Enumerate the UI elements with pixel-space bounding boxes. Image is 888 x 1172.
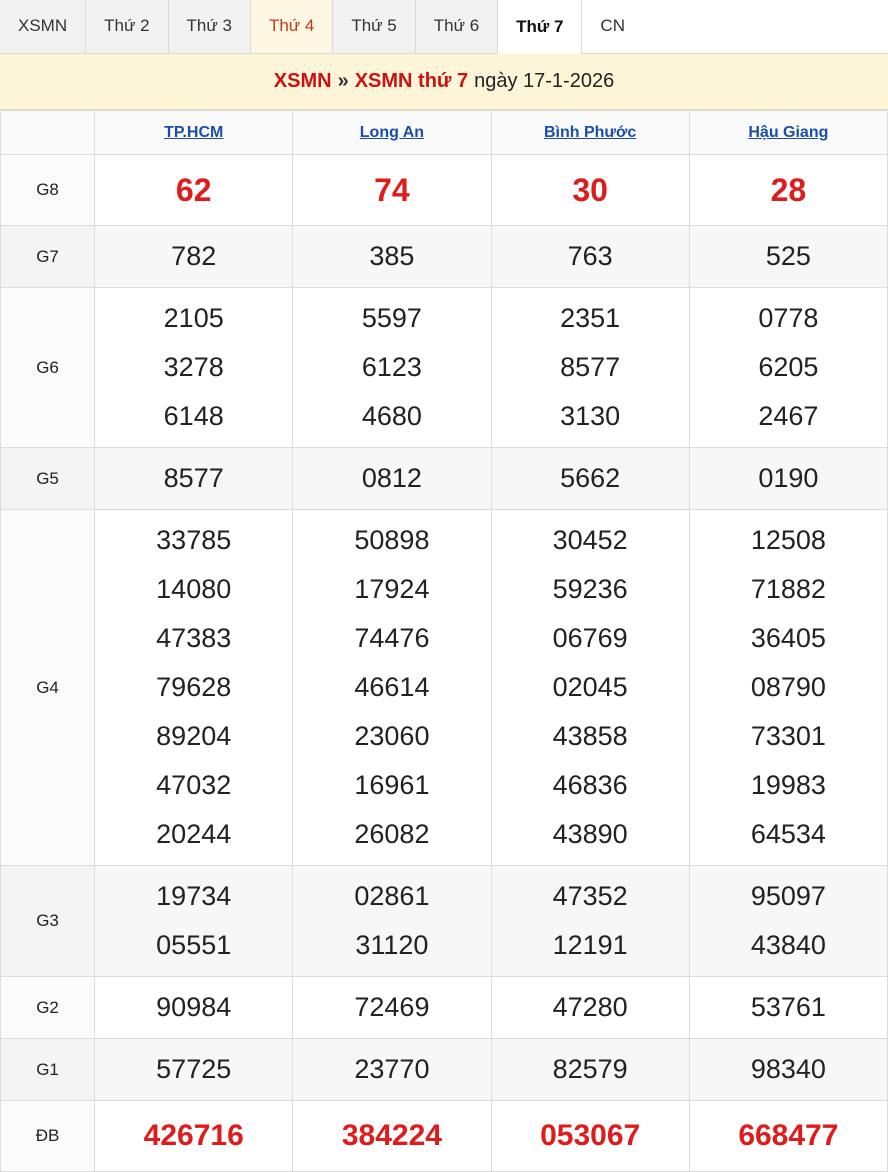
- prize-cell-db-binh-phuoc: [491, 1101, 689, 1172]
- number: 23060: [354, 721, 430, 751]
- number: 16961: [354, 770, 430, 800]
- number: 426716: [143, 1119, 244, 1152]
- tab-thu-4[interactable]: [251, 0, 333, 53]
- number: 53761: [750, 992, 826, 1022]
- prize-cell-g2-long-an: [293, 977, 491, 1039]
- number: 57725: [156, 1054, 232, 1084]
- number: 782: [171, 241, 217, 271]
- tab-label: Thứ 7: [516, 16, 564, 36]
- number: 6123: [361, 352, 422, 382]
- number: 384224: [341, 1119, 442, 1152]
- number: 31120: [355, 930, 429, 960]
- prize-cell-g2-hau-giang: [689, 977, 887, 1039]
- weekday-tab-bar: [0, 0, 888, 54]
- number: 385: [369, 241, 415, 271]
- number: 12191: [552, 930, 628, 960]
- breadcrumb-link-xsmn-thu-7[interactable]: XSMN thứ 7: [354, 70, 469, 92]
- tab-thu-6[interactable]: [416, 0, 498, 53]
- prize-label-g2: G2: [1, 977, 95, 1039]
- prize-label-g5: G5: [1, 448, 95, 510]
- number: 74476: [354, 623, 430, 653]
- tab-label: Thứ 3: [186, 16, 232, 35]
- prize-cell-g4-hau-giang: [689, 510, 887, 866]
- prize-cell-g5-binh-phuoc: [491, 448, 689, 510]
- tab-label: Thứ 4: [268, 16, 315, 35]
- province-link-tphcm[interactable]: TP.HCM: [164, 123, 224, 141]
- number: 43858: [552, 721, 628, 751]
- number: 0812: [361, 463, 422, 493]
- number: 95097: [750, 881, 826, 911]
- number: 2105: [163, 303, 224, 333]
- prize-cell-g1-binh-phuoc: [491, 1039, 689, 1101]
- number: 72469: [354, 992, 430, 1022]
- number: 28: [770, 172, 807, 208]
- prize-cell-g6-tphcm: [95, 288, 293, 448]
- breadcrumb-link-xsmn[interactable]: XSMN: [273, 70, 332, 92]
- tab-label: Thứ 6: [433, 16, 480, 35]
- prize-cell-g4-long-an: [293, 510, 491, 866]
- number: 8577: [163, 463, 224, 493]
- tab-label: CN: [600, 16, 625, 35]
- prize-label-g3: G3: [1, 866, 95, 977]
- table-row: [1, 1039, 888, 1101]
- number: 2351: [560, 303, 621, 333]
- prize-cell-g3-long-an: [293, 866, 491, 977]
- number: 525: [765, 241, 811, 271]
- number: 0778: [758, 303, 819, 333]
- number: 17924: [354, 574, 430, 604]
- prize-cell-db-long-an: [293, 1101, 491, 1172]
- tab-thu-5[interactable]: [333, 0, 415, 53]
- number: 23770: [354, 1054, 430, 1084]
- prize-label-g8: G8: [1, 155, 95, 226]
- results-table: [0, 110, 888, 1172]
- table-row: [1, 510, 888, 866]
- prize-cell-g2-binh-phuoc: [491, 977, 689, 1039]
- table-row: [1, 866, 888, 977]
- number: 5662: [560, 463, 621, 493]
- number: 98340: [750, 1054, 826, 1084]
- number: 763: [567, 241, 613, 271]
- number: 82579: [552, 1054, 628, 1084]
- table-header-row: [1, 111, 888, 155]
- number: 668477: [738, 1119, 839, 1152]
- tab-cn[interactable]: [582, 0, 643, 53]
- number: 43890: [552, 819, 628, 849]
- number: 33785: [156, 525, 232, 555]
- table-row: [1, 1101, 888, 1172]
- number: 47280: [552, 992, 628, 1022]
- number: 2467: [758, 401, 819, 431]
- number: 053067: [540, 1119, 641, 1152]
- prize-cell-g5-long-an: [293, 448, 491, 510]
- number: 14080: [156, 574, 232, 604]
- title-date: ngày 17-1-2026: [474, 70, 615, 92]
- header-province-2: [491, 111, 689, 155]
- breadcrumb-separator: »: [337, 70, 349, 92]
- province-link-long-an[interactable]: Long An: [359, 123, 425, 141]
- number: 4680: [361, 401, 422, 431]
- number: 47032: [156, 770, 232, 800]
- number: 47352: [552, 881, 628, 911]
- tab-label: Thứ 2: [104, 16, 150, 35]
- number: 43840: [750, 930, 826, 960]
- tab-label: XSMN: [18, 16, 68, 35]
- page-title: [0, 54, 888, 110]
- prize-label-g6: G6: [1, 288, 95, 448]
- prize-label-g1: G1: [1, 1039, 95, 1101]
- number: 26082: [354, 819, 430, 849]
- number: 79628: [156, 672, 232, 702]
- number: 46836: [552, 770, 628, 800]
- number: 08790: [750, 672, 826, 702]
- prize-cell-g4-tphcm: [95, 510, 293, 866]
- tab-xsmn[interactable]: [0, 0, 86, 53]
- number: 5597: [361, 303, 422, 333]
- prize-label-g7: G7: [1, 226, 95, 288]
- number: 8577: [560, 352, 621, 382]
- table-row: [1, 977, 888, 1039]
- prize-cell-g3-binh-phuoc: [491, 866, 689, 977]
- number: 20244: [156, 819, 232, 849]
- number: 74: [374, 172, 410, 208]
- tab-thu-3[interactable]: [169, 0, 251, 53]
- prize-cell-g7-long-an: [293, 226, 491, 288]
- table-row: [1, 226, 888, 288]
- number: 19983: [750, 770, 826, 800]
- number: 6148: [163, 401, 224, 431]
- prize-label-g4: G4: [1, 510, 95, 866]
- prize-cell-g5-hau-giang: [689, 448, 887, 510]
- tab-thu-7[interactable]: [498, 0, 582, 54]
- prize-cell-g4-binh-phuoc: [491, 510, 689, 866]
- number: 30452: [552, 525, 628, 555]
- prize-cell-g5-tphcm: [95, 448, 293, 510]
- number: 59236: [552, 574, 628, 604]
- header-blank: [1, 111, 95, 155]
- number: 50898: [354, 525, 430, 555]
- number: 46614: [354, 672, 430, 702]
- province-link-binh-phuoc[interactable]: Bình Phước: [543, 123, 637, 141]
- number: 05551: [156, 930, 232, 960]
- tab-label: Thứ 5: [351, 16, 397, 35]
- prize-cell-g6-long-an: [293, 288, 491, 448]
- prize-cell-db-tphcm: [95, 1101, 293, 1172]
- number: 30: [572, 172, 608, 208]
- number: 0190: [758, 463, 819, 493]
- table-row: [1, 288, 888, 448]
- prize-cell-g7-tphcm: [95, 226, 293, 288]
- number: 64534: [750, 819, 826, 849]
- prize-cell-g6-binh-phuoc: [491, 288, 689, 448]
- table-row: [1, 448, 888, 510]
- prize-cell-g8-hau-giang: [689, 155, 887, 226]
- number: 3278: [163, 352, 224, 382]
- prize-cell-g3-hau-giang: [689, 866, 887, 977]
- number: 47383: [156, 623, 232, 653]
- prize-cell-g3-tphcm: [95, 866, 293, 977]
- number: 19734: [156, 881, 232, 911]
- prize-cell-g8-binh-phuoc: [491, 155, 689, 226]
- number: 6205: [758, 352, 819, 382]
- prize-cell-g6-hau-giang: [689, 288, 887, 448]
- number: 02045: [552, 672, 628, 702]
- header-province-1: [293, 111, 491, 155]
- tab-thu-2[interactable]: [86, 0, 168, 53]
- number: 36405: [750, 623, 826, 653]
- number: 89204: [156, 721, 232, 751]
- prize-cell-g8-tphcm: [95, 155, 293, 226]
- number: 73301: [750, 721, 826, 751]
- number: 3130: [560, 401, 621, 431]
- prize-cell-g1-long-an: [293, 1039, 491, 1101]
- number: 12508: [750, 525, 826, 555]
- header-province-0: [95, 111, 293, 155]
- prize-cell-g2-tphcm: [95, 977, 293, 1039]
- prize-cell-db-hau-giang: [689, 1101, 887, 1172]
- number: 90984: [156, 992, 232, 1022]
- prize-cell-g1-hau-giang: [689, 1039, 887, 1101]
- number: 06769: [552, 623, 628, 653]
- number: 71882: [750, 574, 826, 604]
- prize-cell-g7-binh-phuoc: [491, 226, 689, 288]
- table-row: [1, 155, 888, 226]
- header-province-3: [689, 111, 887, 155]
- prize-label-db: ĐB: [1, 1101, 95, 1172]
- prize-cell-g8-long-an: [293, 155, 491, 226]
- number: 02861: [354, 881, 430, 911]
- number: 62: [175, 172, 212, 208]
- province-link-hau-giang[interactable]: Hậu Giang: [748, 123, 829, 141]
- prize-cell-g7-hau-giang: [689, 226, 887, 288]
- prize-cell-g1-tphcm: [95, 1039, 293, 1101]
